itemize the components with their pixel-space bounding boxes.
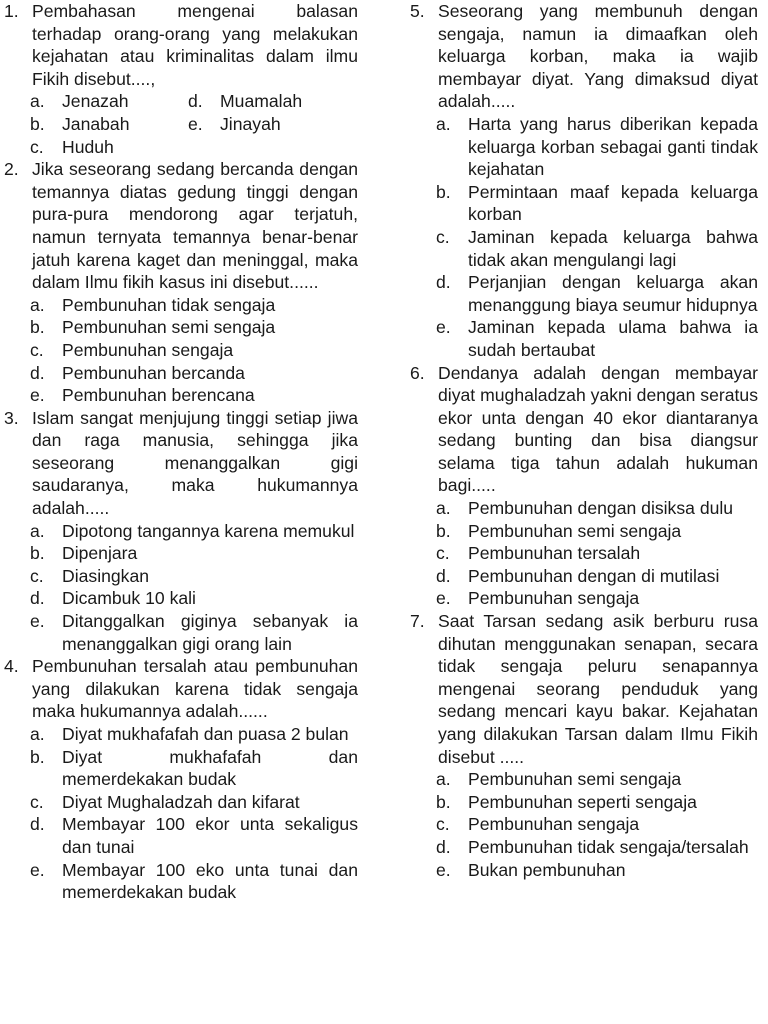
answer-options [32,520,358,656]
answer-option[interactable] [436,859,758,882]
question-1 [0,0,358,158]
question-text: Seseorang yang membunuh dengan sengaja, namun ia dimaafkan oleh keluarga korban, maka ia wajib membayar diyat. Yang dimaksud diyat adalah..... [438,1,758,112]
question-number: 5. [410,1,425,21]
answer-option[interactable] [436,791,758,814]
answer-option[interactable] [30,520,358,543]
answer-option[interactable] [30,587,358,610]
question-number: 2. [4,159,19,180]
option-letter: c. [436,814,450,835]
question-3 [0,407,358,656]
option-text: Diyat mukhafafah dan memerdekakan budak [62,746,358,790]
option-text: Janabah [62,113,130,134]
answer-option[interactable] [30,339,358,362]
option-text: Pembunuhan tidak sengaja/tersalah [468,836,749,857]
option-letter: c. [30,339,44,360]
question-number: 3. [4,407,19,428]
option-text: Pembunuhan dengan di mutilasi [468,565,720,586]
answer-option[interactable] [30,90,190,113]
option-text: Bukan pembunuhan [468,859,626,880]
option-text: Pembunuhan berencana [62,385,255,406]
answer-options [32,294,358,407]
option-text: Membayar 100 eko unta tunai dan memerdekakan budak [62,859,358,903]
option-letter: e. [30,385,45,406]
answer-option[interactable] [436,813,758,836]
option-letter: e. [436,859,451,880]
option-text: Jenazah [62,91,129,112]
question-number: 4. [4,656,19,677]
option-letter: a. [436,769,451,790]
option-letter: b. [30,543,45,564]
answer-option[interactable] [436,565,758,588]
option-letter: a. [30,91,45,112]
right-column [406,0,758,881]
answer-options [438,768,758,881]
option-letter: d. [30,814,45,835]
option-text: Pembunuhan seperti sengaja [468,791,697,812]
question-text: Pembahasan mengenai balasan terhadap orang-orang yang melakukan kejahatan atau kriminalitas dalam ilmu Fikih disebut...., [32,1,358,89]
answer-option[interactable] [436,520,758,543]
answer-option[interactable] [30,610,358,655]
answer-option[interactable] [30,384,358,407]
option-text: Jaminan kepada ulama bahwa ia sudah bertaubat [468,317,758,360]
option-text: Harta yang harus diberikan kepada keluarga korban sebagai ganti tindak kejahatan [468,113,758,180]
answer-option[interactable] [30,723,358,746]
answer-option[interactable] [30,113,190,136]
option-letter: a. [436,498,451,519]
answer-options [438,113,758,362]
answer-option[interactable] [30,565,358,588]
question-text: Dendanya adalah dengan membayar diyat mughaladzah yakni dengan seratus ekor unta dengan 40 ekor diantaranya sedang bunting dan bisa diangsur selama tiga tahun adalah hukuman bagi..... [438,362,758,496]
option-text: Pembunuhan sengaja [468,588,640,609]
left-column [0,0,358,904]
option-text: Dicambuk 10 kali [62,588,196,609]
option-text: Pembunuhan sengaja [468,814,640,835]
question-text: Saat Tarsan sedang asik berburu rusa dihutan menggunakan senapan, secara tidak sengaja peluru senapannya mengenai seorang penduduk yang sedang mencari kayu bakar. Kejahatan yang dilakukan Tarsan dalam Ilmu Fikih disebut ..... [438,611,758,767]
option-letter: d. [436,836,451,857]
answer-option[interactable] [30,362,358,385]
answer-option[interactable] [30,791,358,814]
option-text: Dipotong tangannya karena memukul [62,520,355,541]
option-text: Diyat Mughaladzah dan kifarat [62,791,300,812]
option-text: Ditanggalkan giginya sebanyak ia menanggalkan gigi orang lain [62,611,358,654]
option-letter: b. [436,520,451,541]
answer-option[interactable] [30,136,190,159]
option-letter: c. [30,136,44,157]
option-text: Muamalah [220,91,303,112]
option-letter: e. [30,611,45,632]
answer-options [32,723,358,904]
answer-option[interactable] [436,226,758,271]
question-number: 6. [410,362,425,383]
option-letter: d. [30,362,45,383]
option-letter: c. [30,791,44,812]
option-text: Perjanjian dengan keluarga akan menanggung biaya seumur hidupnya [468,272,758,315]
question-number: 7. [410,611,425,632]
question-text: Islam sangat menjujung tinggi setiap jiwa dan raga manusia, sehingga jika seseorang menanggalkan gigi saudaranya, maka hukumannya adalah..... [32,407,358,519]
option-letter: c. [436,226,450,247]
option-letter: c. [436,543,450,564]
option-text: Jaminan kepada keluarga bahwa tidak akan mengulangi lagi [468,226,758,270]
answer-option[interactable] [436,542,758,565]
question-text: Pembunuhan tersalah atau pembunuhan yang dilakukan karena tidak sengaja maka hukumannya adalah...... [32,656,358,722]
option-letter: b. [30,113,45,134]
option-text: Membayar 100 ekor unta sekaligus dan tunai [62,814,358,857]
answer-option[interactable] [30,813,358,858]
option-text: Dipenjara [62,543,138,564]
question-2 [0,158,358,407]
option-text: Pembunuhan semi sengaja [468,769,682,790]
option-text: Pembunuhan tidak sengaja [62,294,276,315]
question-4 [0,655,358,904]
option-letter: a. [30,294,45,315]
option-letter: e. [436,588,451,609]
option-text: Diasingkan [62,565,150,586]
answer-option[interactable] [436,316,758,361]
option-letter: e. [30,859,45,880]
option-text: Pembunuhan tersalah [468,543,641,564]
option-text: Pembunuhan bercanda [62,362,245,383]
question-7 [406,610,758,881]
option-letter: d. [30,588,45,609]
answer-option[interactable] [30,746,358,791]
answer-option[interactable] [30,294,358,317]
question-5 [406,0,758,362]
option-letter: c. [30,565,44,586]
answer-option[interactable] [436,497,758,520]
option-text: Pembunuhan dengan disiksa dulu [468,498,734,519]
answer-option[interactable] [436,113,758,181]
question-6 [406,362,758,611]
option-text: Pembunuhan sengaja [62,339,234,360]
option-letter: e. [436,317,451,338]
option-letter: e. [188,113,203,134]
question-text: Jika seseorang sedang bercanda dengan temannya diatas gedung tinggi dengan pura-pura mendorong agar terjatuh, namun ternyata temannya benar-benar jatuh karena kaget dan meninggal, maka dalam Ilmu fikih kasus ini disebut...... [32,159,358,293]
answer-options [438,497,758,610]
option-text: Permintaan maaf kepada keluarga korban [468,181,758,225]
option-text: Huduh [62,136,114,157]
answer-option[interactable] [30,316,358,339]
answer-option[interactable] [436,836,758,859]
answer-option[interactable] [436,768,758,791]
option-text: Diyat mukhafafah dan puasa 2 bulan [62,724,349,744]
answer-options [32,90,358,158]
answer-option[interactable] [30,859,358,904]
answer-option[interactable] [188,113,358,136]
option-letter: d. [436,565,451,586]
option-letter: b. [30,746,45,767]
option-letter: b. [436,181,451,202]
answer-option[interactable] [436,181,758,226]
option-letter: d. [188,91,203,112]
option-letter: b. [30,317,45,338]
option-letter: b. [436,791,451,812]
option-text: Jinayah [220,113,281,134]
answer-option[interactable] [436,587,758,610]
answer-option[interactable] [30,542,358,565]
option-text: Pembunuhan semi sengaja [468,520,682,541]
question-number: 1. [4,1,19,21]
option-letter: a. [436,113,451,134]
answer-option[interactable] [188,90,358,113]
answer-option[interactable] [436,271,758,316]
option-text: Pembunuhan semi sengaja [62,317,276,338]
option-letter: a. [30,724,45,744]
option-letter: a. [30,520,45,541]
option-letter: d. [436,272,451,293]
